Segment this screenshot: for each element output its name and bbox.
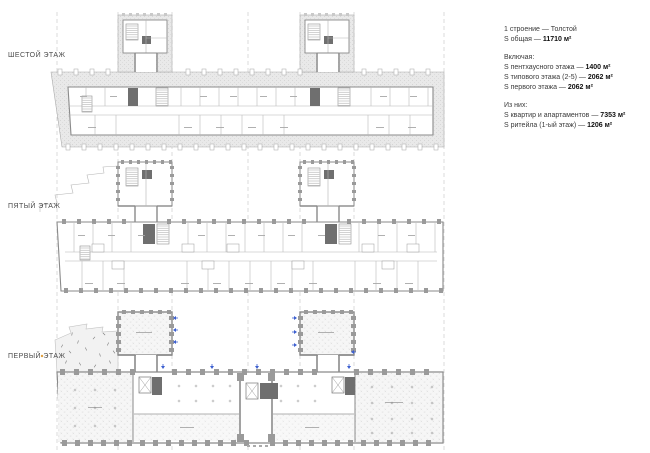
- first-floor-plan: [41, 310, 443, 447]
- building-title: 1 строение — Толстой: [504, 26, 577, 33]
- stat-line-apartments: S квартир и апартаментов — 7353 м²: [504, 112, 626, 119]
- floor-label-first: ПЕРВЫЙ ЭТАЖ: [8, 353, 66, 360]
- stat-line-ground: S первого этажа — 2062 м²: [504, 84, 593, 91]
- stat-line-typical: S типового этажа (2-5) — 2062 м²: [504, 74, 613, 81]
- sixth-floor-plan: [51, 13, 444, 150]
- floor-label-sixth: ШЕСТОЙ ЭТАЖ: [8, 52, 66, 59]
- floor-label-fifth: ПЯТЫЙ ЭТАЖ: [8, 203, 61, 210]
- fifth-floor-plan: [40, 160, 443, 293]
- stat-line-penthouse: S пентхаусного этажа — 1400 м²: [504, 64, 611, 71]
- including-header: Включая:: [504, 54, 535, 61]
- stats-panel: [504, 25, 646, 131]
- of-which-header: Из них:: [504, 102, 528, 109]
- total-area-line: S общая — 11710 м²: [504, 36, 572, 43]
- stat-line-retail: S ритейла (1-ый этаж) — 1206 м²: [504, 122, 613, 129]
